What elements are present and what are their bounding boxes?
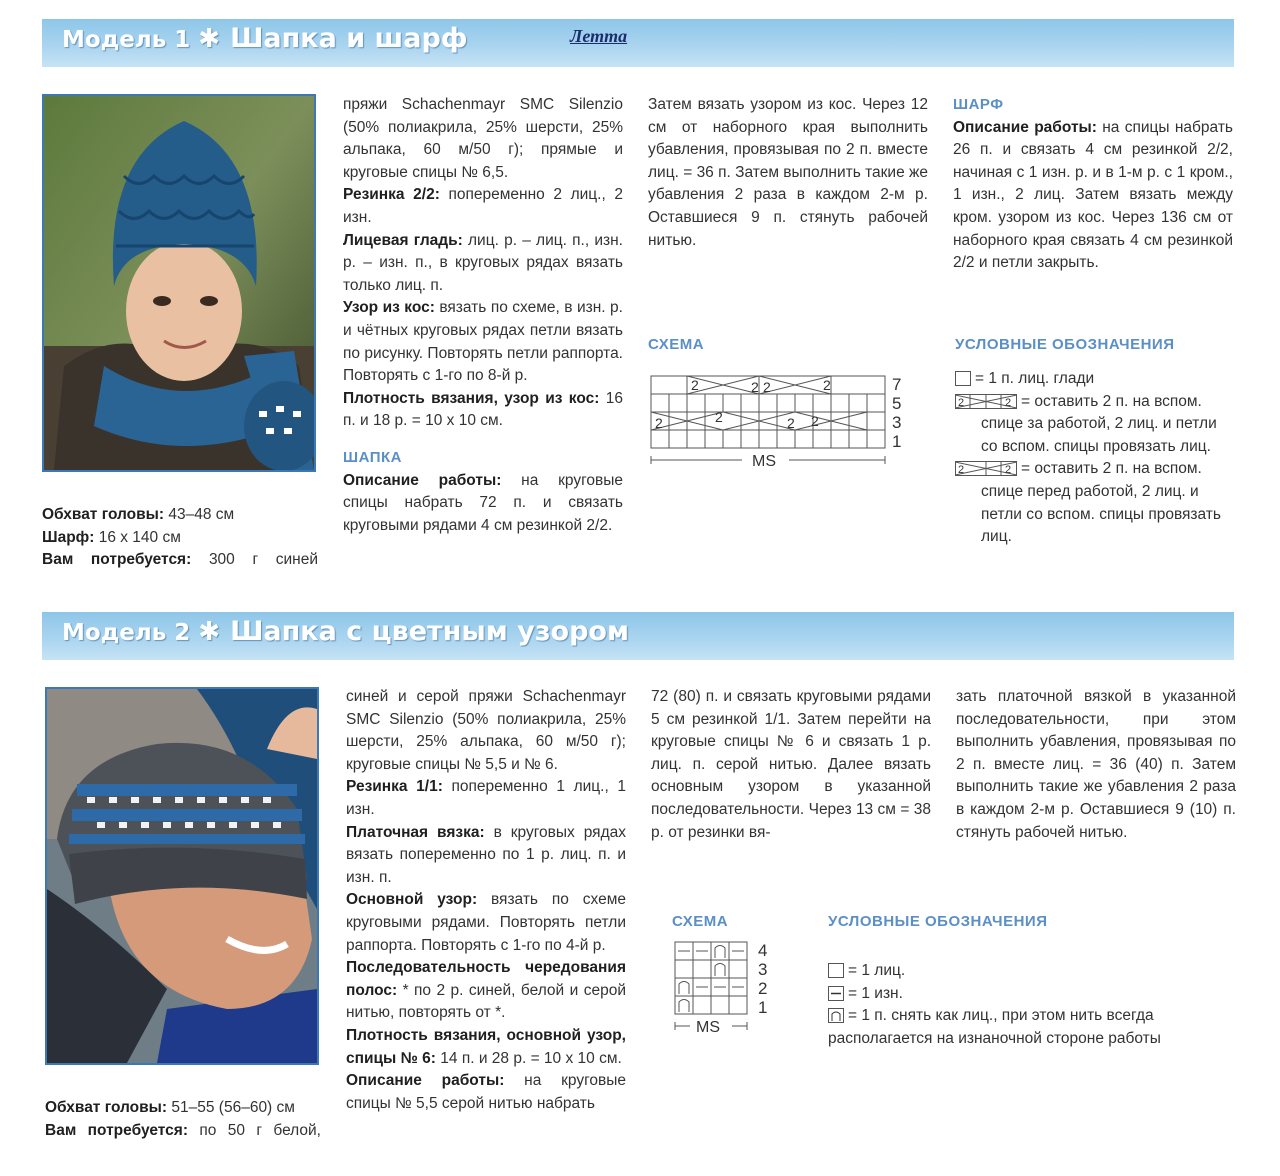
star-icon: ✱: [198, 617, 221, 647]
purl-square-icon: [828, 986, 844, 1001]
head-size-value: 43–48 см: [168, 506, 235, 523]
model2-photo: [45, 687, 319, 1065]
scarf-description-label: Описание работы:: [953, 118, 1097, 136]
watermark-stamp: Летта: [570, 26, 628, 46]
man-hat-photo-image: [47, 689, 317, 1063]
main-pattern-text: вязать по схеме круговыми рядами. Повторять петли раппорта. Повторять с 1-го по 4-й р.: [346, 891, 626, 954]
legend-item-text: = оставить 2 п. на вспом.: [1021, 460, 1202, 478]
model2-chart: [672, 938, 782, 1048]
description-label: Описание работы:: [346, 1072, 505, 1090]
legend-item-text: спице за работой, 2 лиц. и петли со вспом. спицы провязать лиц.: [981, 415, 1217, 455]
legend-item-text: = 1 п. снять как лиц., при этом нить всегда располагается на изнаночной стороне работы: [828, 1007, 1161, 1047]
model2-banner: [42, 612, 1234, 660]
boy-hat-photo-image: [44, 96, 314, 470]
continuation-text: зать платочной вязкой в указанной последовательности, при этом выполнить убавления, провязывая по 2 п. вместе лиц. = 36 (40) п. Затем выполнить такие же убавления 2 раза в каждом 2-м р. Оставшиеся 9 (10) п. стянуть рабочей нитью.: [956, 688, 1236, 841]
star-icon: ✱: [198, 24, 221, 54]
gauge-text: 16 п. и 18 р. = 10 х 10 см.: [343, 389, 623, 430]
model1-specs: [42, 504, 318, 572]
left-cable-icon: [955, 461, 1017, 476]
scarf-size-value: 16 х 140 см: [98, 528, 181, 546]
chart-cable-mark: 2: [691, 377, 699, 393]
model1-heading: [62, 23, 468, 54]
materials-value: по 50 г белой,: [199, 1121, 321, 1139]
chart-rapport-label: MS: [696, 1019, 720, 1036]
cable-pattern-text: вязать по схеме, в изн. р. и чётных круговых рядах петли вязать по рисунку. Повторять петли раппорта. Повторять с 1-го по 8-й р.: [343, 299, 623, 385]
model2-number: Модель 2: [62, 620, 191, 646]
model1-cable-chart: [648, 372, 918, 492]
chart-row-number: 1: [758, 998, 768, 1017]
chart-rapport-label: MS: [752, 453, 776, 470]
chart-cable-mark: 2: [751, 379, 759, 395]
cable-pattern-label: Узор из кос:: [343, 299, 435, 317]
stockinette-label: Лицевая гладь:: [343, 231, 463, 249]
right-cable-icon: [955, 394, 1017, 409]
chart-cable-mark: 2: [763, 379, 771, 395]
knit-square-icon: [828, 963, 844, 978]
model2-column-2: [346, 686, 626, 1115]
chart-row-number: 5: [892, 394, 902, 413]
chart-cable-mark: 2: [787, 415, 795, 431]
legend-item-text: = 1 лиц.: [848, 962, 906, 979]
model1-title: Шапка и шарф: [230, 23, 468, 54]
model2-heading: [62, 616, 629, 647]
chart-cable-mark: 2: [655, 415, 663, 431]
head-size-label: Обхват головы:: [45, 1099, 168, 1116]
main-pattern-label: Основной узор:: [346, 891, 478, 909]
legend-symbol-number: 2: [1005, 396, 1012, 409]
yarn-text: синей и серой пряжи Schachenmayr SMC Silenzio (50% полиакрила, 25% шерсти, 25% альпака, 60 м/50 г); круговые спицы № 5,5 и № 6.: [346, 688, 626, 773]
chart-row-number: 3: [892, 413, 902, 432]
legend-item-text: = оставить 2 п. на вспом.: [1021, 392, 1202, 410]
legend-item-text: = 1 изн.: [848, 984, 903, 1002]
model1-chart-label: СХЕМА: [648, 336, 705, 353]
legend-symbol-number: 2: [1005, 464, 1012, 477]
stockinette-text: лиц. р. – лиц. п., изн. р. – изн. п., в круговых рядах вязать только лиц. п.: [343, 231, 623, 294]
legend-item-text: спице перед работой, 2 лиц. и петли со вспом. спицы провязать лиц.: [981, 482, 1221, 546]
chart-row-number: 2: [758, 979, 768, 998]
gauge-label: Плотность вязания, основной узор, спицы № 6:: [346, 1026, 626, 1067]
chart-row-number: 7: [892, 375, 902, 394]
model2-column-4: [956, 686, 1236, 844]
knit-square-icon: [955, 371, 971, 386]
model2-column-3: [651, 686, 931, 844]
materials-value: 300 г синей: [208, 551, 319, 569]
chart-cable-mark: 2: [715, 409, 723, 425]
scarf-size-label: Шарф:: [42, 528, 95, 546]
continuation-text: 72 (80) п. и связать круговыми рядами 5 см резинкой 1/1. Затем перейти на круговые спицы № 6 и связать 1 р. лиц. п. серой нитью. Далее вязать основным узором в указанной последовательности. Через 13 см = 38 р. от резинки вя-: [651, 688, 931, 841]
model2-legend: [828, 960, 1238, 1050]
stripe-sequence-text: * по 2 р. синей, белой и серой нитью, повторять от *.: [346, 981, 626, 1022]
legend-symbol-number: 2: [958, 396, 965, 409]
garter-text: в круговых рядах вязать попеременно по 1 р. лиц. п. и изн. п.: [346, 823, 626, 886]
model1-column-3: [648, 94, 928, 252]
yarn-text: пряжи Schachenmayr SMC Silenzio (50% полиакрила, 25% шерсти, 25% альпака, 60 м/50 г); прямые и круговые спицы № 6,5.: [343, 96, 623, 181]
hat-description-label: Описание работы:: [343, 471, 502, 489]
hat-continuation-text: Затем вязать узором из кос. Через 12 см от наборного края выполнить убавления, провязывая по 2 п. вместе лиц. = 36 п. Затем выполнить такие же убавления 2 раза в каждом 2-м р. Оставшиеся 9 п. стянуть рабочей нитью.: [648, 96, 928, 249]
model1-column-4: [953, 94, 1233, 275]
gauge-label: Плотность вязания, узор из кос:: [343, 389, 600, 407]
model1-number: Модель 1: [62, 27, 191, 53]
model1-banner: [42, 19, 1234, 67]
chart-row-number: 3: [758, 960, 768, 979]
model2-chart-label: СХЕМА: [672, 913, 729, 930]
head-size-label: Обхват головы:: [42, 506, 165, 523]
rib-label: Резинка 2/2:: [343, 186, 440, 204]
model2-legend-label: УСЛОВНЫЕ ОБОЗНАЧЕНИЯ: [828, 913, 1048, 930]
legend-item-text: = 1 п. лиц. глади: [975, 370, 1095, 387]
slip-stitch-icon: [828, 1008, 844, 1023]
gauge-text: 14 п. и 28 р. = 10 х 10 см.: [440, 1049, 622, 1067]
chart-row-number: 4: [758, 941, 768, 960]
hat-description-text: на круговые спицы набрать 72 п. и связать круговыми рядами 4 см резинкой 2/2.: [343, 471, 623, 534]
model1-photo: [42, 94, 316, 472]
legend-symbol-number: 2: [958, 464, 965, 477]
model2-title: Шапка с цветным узором: [230, 616, 630, 647]
chart-cable-mark: 2: [811, 413, 819, 429]
model2-specs: [45, 1097, 321, 1142]
scarf-heading: ШАРФ: [953, 96, 1004, 113]
description-text: на круговые спицы № 5,5 серой нитью набрать: [346, 1072, 626, 1112]
hat-heading: ШАПКА: [343, 448, 402, 466]
head-size-value: 51–55 (56–60) см: [171, 1099, 295, 1116]
model1-column-2: [343, 94, 623, 537]
scarf-description-text: на спицы набрать 26 п. и связать 4 см резинкой 2/2, начиная с 1 изн. р. и в 1-м р. с 1 кром., 1 изн., 2 лиц. Затем вязать между кром. узором из кос. Через 136 см от наборного края связать 4 см резинкой 2/2 и петли закрыть.: [953, 118, 1233, 272]
materials-label: Вам потребуется:: [45, 1121, 188, 1139]
chart-row-number: 1: [892, 432, 902, 451]
model1-legend-label: УСЛОВНЫЕ ОБОЗНАЧЕНИЯ: [955, 336, 1175, 353]
rib-label: Резинка 1/1:: [346, 778, 443, 796]
materials-label: Вам потребуется:: [42, 551, 192, 569]
garter-label: Платочная вязка:: [346, 823, 485, 841]
model1-legend: [955, 368, 1235, 549]
rib-text: попеременно 1 лиц., 1 изн.: [346, 778, 626, 818]
rib-text: попеременно 2 лиц., 2 изн.: [343, 186, 623, 226]
chart-cable-mark: 2: [823, 377, 831, 393]
stripe-sequence-label: Последовательность чередования полос:: [346, 959, 626, 999]
